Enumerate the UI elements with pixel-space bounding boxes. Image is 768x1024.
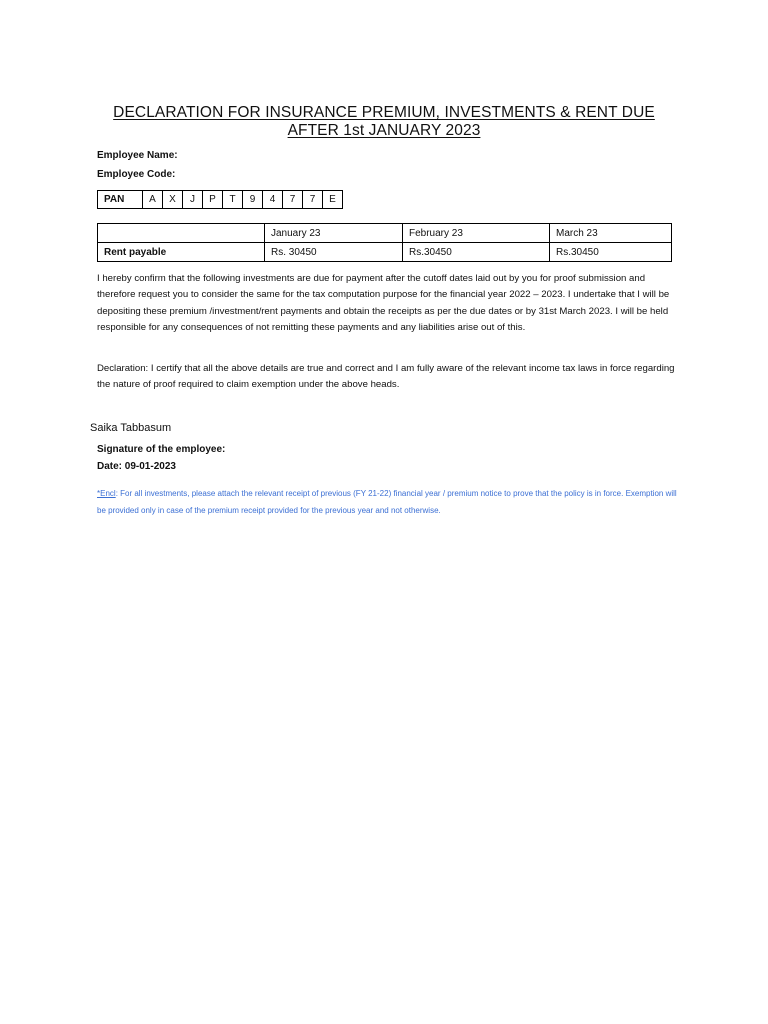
employee-code-label: Employee Code: [97,169,176,180]
signer-name: Saika Tabbasum [90,422,172,434]
employee-name-label: Employee Name: [97,150,178,161]
pan-row [98,191,343,209]
rent-table [97,223,672,262]
rent-table-cell: Rs.30450 [550,243,672,262]
rent-table-cell: Rs. 30450 [265,243,403,262]
rent-table-header-row [98,224,672,243]
pan-char: 9 [243,191,263,209]
rent-table-cell: Rs.30450 [403,243,550,262]
pan-char: A [143,191,163,209]
rent-table-header-cell [98,224,265,243]
title-line-1: DECLARATION FOR INSURANCE PREMIUM, INVESTMENTS & RENT DUE [113,104,655,121]
pan-char: T [223,191,243,209]
rent-table-header-cell: March 23 [550,224,672,243]
pan-char: 7 [283,191,303,209]
pan-table [97,190,343,209]
rent-row-label: Rent payable [98,243,265,262]
signature-label: Signature of the employee: [97,444,226,455]
pan-label: PAN [98,191,143,209]
pan-char: 7 [303,191,323,209]
confirmation-paragraph: I hereby confirm that the following investments are due for payment after the cutoff dates laid out by you for proof submission and therefore request you to consider the same for the tax computation purpose for the financial year 2022 – 2023. I undertake that I will be depositing these premium /investment/rent payments and obtain the receipts as per the due dates or by 31st March 2023. I will be held responsible for any consequences of not remitting these payments and any liabilities arise out of this. [97,273,670,334]
date-label: Date: 09-01-2023 [97,461,176,472]
declaration-paragraph: Declaration: I certify that all the above details are true and correct and I am fully aware of the relevant income tax laws in force regarding the nature of proof required to claim exemption under the above heads. [97,363,675,391]
pan-char: E [323,191,343,209]
title-line-2: AFTER 1st JANUARY 2023 [287,122,481,139]
rent-table-row [98,243,672,262]
enclosure-marker: *Encl [97,489,116,498]
pan-char: 4 [263,191,283,209]
enclosure-note [97,486,677,519]
pan-char: P [203,191,223,209]
pan-char: J [183,191,203,209]
enclosure-note-text: : For all investments, please attach the relevant receipt of previous (FY 21-22) financial year / premium notice to prove that the policy is in force. Exemption will be provided only in case of the premium receipt provided for the previous year and not otherwise. [97,489,677,515]
document-title [96,104,672,140]
rent-table-header-cell: January 23 [265,224,403,243]
pan-char: X [163,191,183,209]
rent-table-header-cell: February 23 [403,224,550,243]
